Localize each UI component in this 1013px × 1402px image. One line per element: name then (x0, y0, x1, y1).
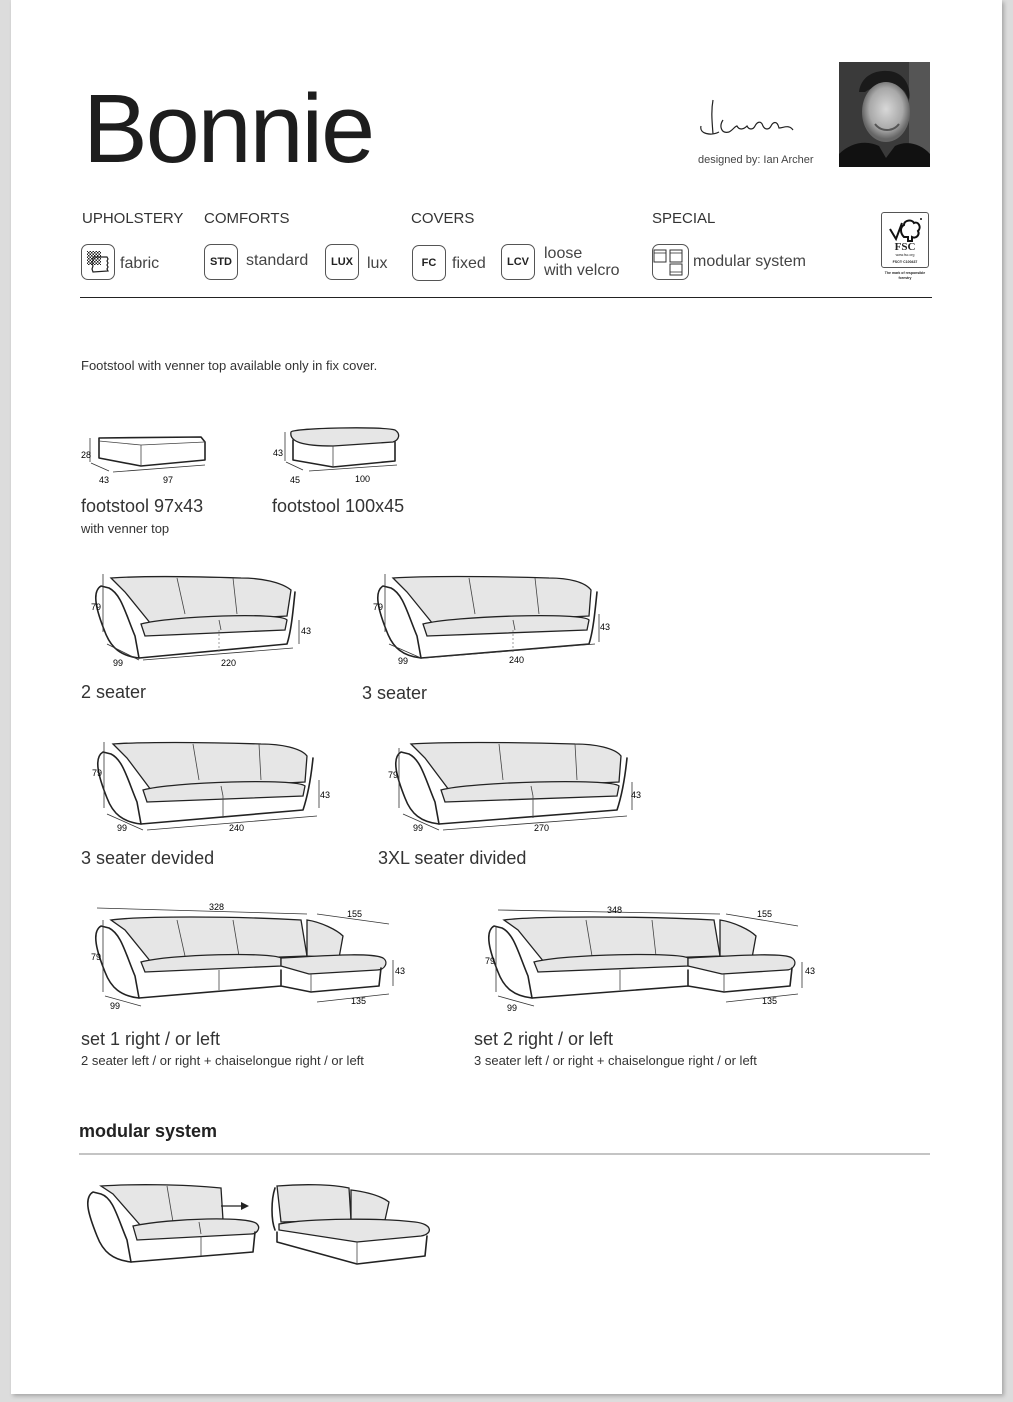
product-name: 2 seater (81, 682, 147, 702)
dim-seat: 43 (631, 790, 642, 800)
upholstery-label: UPHOLSTERY (82, 210, 184, 227)
dim-seat: 43 (301, 626, 312, 636)
dim-chaise-depth: 155 (347, 909, 363, 919)
dim-chaise-width: 135 (351, 996, 367, 1006)
fsc-tagline: The mark of responsible forestry (884, 271, 926, 280)
product-name: 3XL seater divided (378, 848, 527, 868)
2-seater-drawing (81, 572, 321, 672)
dim-seat: 43 (320, 790, 331, 800)
dim-seat: 43 (395, 966, 406, 976)
dim-depth: 43 (99, 475, 110, 485)
product-sheet-page (11, 0, 1002, 1394)
dim-chaise-depth: 155 (757, 909, 773, 919)
product-subtitle: 2 seater left / or right + chaiselongue right / or left (81, 1053, 364, 1068)
dim-width: 220 (221, 658, 237, 668)
special-label: SPECIAL (652, 210, 716, 227)
modular-badge (652, 244, 689, 280)
fsc-site-text: www.fsc.org (895, 253, 915, 257)
fsc-brand-text: FSC (894, 241, 916, 253)
modular-system-icon (654, 246, 688, 278)
dim-height: 28 (81, 450, 92, 460)
dim-depth: 99 (398, 656, 409, 666)
3xl-seater-divided-drawing (379, 738, 649, 838)
designer-credit: designed by: Ian Archer (698, 154, 814, 166)
page-title: Bonnie (83, 74, 374, 183)
product-name: footstool 100x45 (272, 496, 405, 516)
dim-seat: 43 (600, 622, 611, 632)
set-2-drawing (474, 900, 814, 1015)
dim-height: 79 (485, 956, 496, 966)
product-subtitle: 3 seater left / or right + chaiselongue right / or left (474, 1053, 757, 1068)
dim-depth: 99 (507, 1003, 518, 1013)
designer-photo (839, 62, 930, 167)
with-velcro-text: with velcro (544, 262, 620, 279)
product-name: set 2 right / or left (474, 1029, 614, 1049)
lcv-badge: LCV (501, 244, 535, 280)
loose-text: loose (544, 245, 583, 262)
dim-width: 240 (229, 823, 245, 833)
header-divider (80, 297, 932, 298)
dim-depth: 99 (113, 658, 124, 668)
dim-depth: 99 (117, 823, 128, 833)
modular-system-drawing (81, 1180, 441, 1270)
modular-system-text: modular system (693, 253, 806, 270)
dim-chaise-width: 135 (762, 996, 778, 1006)
modular-divider (79, 1153, 930, 1155)
fixed-text: fixed (452, 255, 486, 272)
product-name: 3 seater devided (81, 848, 215, 868)
dim-depth: 45 (290, 475, 301, 485)
dim-height: 79 (373, 602, 384, 612)
fsc-logo (881, 212, 931, 284)
product-name: set 1 right / or left (81, 1029, 221, 1049)
footstool-97x43-drawing (81, 432, 231, 487)
dim-width: 240 (509, 655, 525, 665)
designer-signature (691, 96, 831, 146)
dim-height: 43 (273, 448, 284, 458)
dim-height: 79 (91, 602, 102, 612)
footstool-100x45-drawing (273, 424, 423, 484)
dim-height: 79 (91, 952, 102, 962)
dim-height: 79 (92, 768, 103, 778)
footstool-note: Footstool with venner top available only in fix cover. (81, 358, 378, 373)
modular-system-heading: modular system (79, 1121, 218, 1141)
dim-height: 79 (388, 770, 399, 780)
product-subtitle: with venner top (81, 521, 170, 536)
fabric-icon (85, 249, 111, 275)
dim-width: 100 (355, 474, 371, 484)
lux-text: lux (367, 255, 388, 272)
fsc-code-text: FSC® C100437 (892, 260, 918, 264)
comforts-label: COMFORTS (204, 210, 290, 227)
dim-width: 97 (163, 475, 174, 485)
lux-badge: LUX (325, 244, 359, 280)
std-badge: STD (204, 244, 238, 280)
product-name: 3 seater (362, 683, 428, 703)
dim-total: 328 (209, 902, 225, 912)
fabric-text: fabric (120, 255, 160, 272)
dim-total: 348 (607, 905, 623, 915)
dim-depth: 99 (413, 823, 424, 833)
set-1-drawing (81, 900, 406, 1015)
3-seater-drawing (363, 572, 623, 672)
dim-width: 270 (534, 823, 550, 833)
designer-portrait-image (839, 62, 930, 167)
3-seater-devided-drawing (81, 738, 341, 838)
product-name: footstool 97x43 (81, 496, 204, 516)
dim-depth: 99 (110, 1001, 121, 1011)
covers-label: COVERS (411, 210, 475, 227)
standard-text: standard (246, 252, 309, 269)
fc-badge: FC (412, 245, 446, 281)
fabric-badge (81, 244, 115, 280)
dim-seat: 43 (805, 966, 816, 976)
